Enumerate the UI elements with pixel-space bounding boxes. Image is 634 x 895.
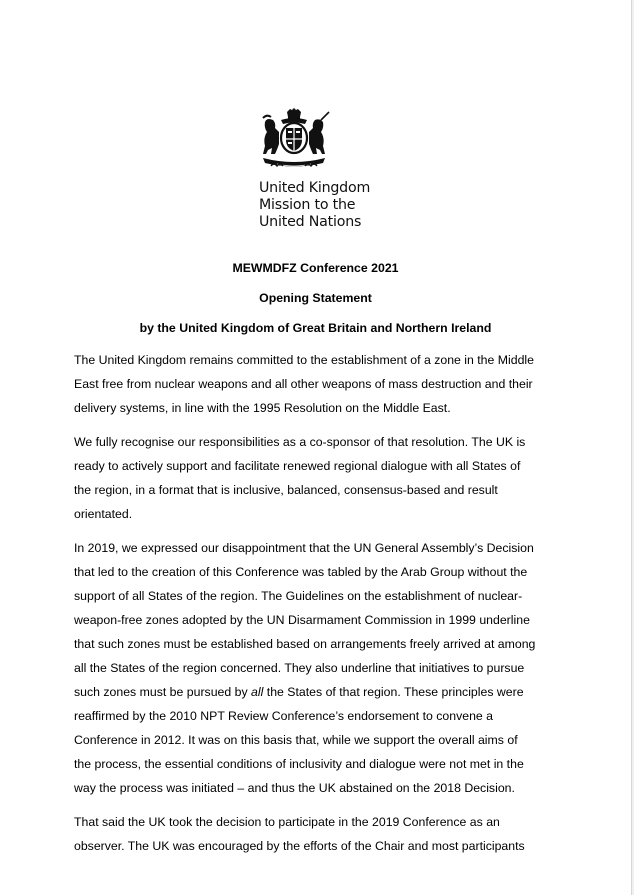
text-line: observer. The UK was encouraged by the efforts of the Chair and most participants [74, 839, 525, 853]
delegation-title: by the United Kingdom of Great Britain and Northern Ireland [139, 321, 492, 335]
statement-body [74, 348, 574, 868]
letterhead [255, 108, 395, 231]
royal-coat-of-arms-icon [257, 108, 331, 174]
text-line: that led to the creation of this Conference was tabled by the Arab Group without the [74, 565, 528, 579]
text-line: Conference in 2012. It was on this basis that, while we support the overall aims of [74, 733, 518, 747]
text-line: the region, in a format that is inclusive, balanced, consensus-based and result [74, 483, 498, 497]
text-line: support of all States of the region. The Guidelines on the establishment of nuclear- [74, 589, 523, 603]
text-line: In 2019, we expressed our disappointment that the UN General Assembly’s Decision [74, 541, 534, 555]
paragraph-3 [74, 536, 574, 800]
mission-name-line-2: Mission to the [259, 197, 356, 213]
mission-name-line-3: United Nations [259, 214, 362, 230]
paragraph-4 [74, 810, 574, 858]
text-line: That said the UK took the decision to participate in the 2019 Conference as an [74, 815, 500, 829]
text-line: weapon-free zones adopted by the UN Disarmament Commission in 1999 underline [74, 613, 530, 627]
text-line: We fully recognise our responsibilities as a co-sponsor of that resolution. The UK is [74, 435, 526, 449]
text-span: the States of that region. These principles were [263, 685, 524, 699]
text-line: the process, the essential conditions of inclusivity and dialogue were not met in the [74, 757, 524, 771]
text-line-with-emphasis [74, 680, 574, 704]
mission-name [259, 180, 395, 231]
paragraph-1 [74, 348, 574, 420]
text-line: way the process was initiated – and thus the UK abstained on the 2018 Decision. [74, 781, 515, 795]
text-line: East free from nuclear weapons and all other weapons of mass destruction and their [74, 377, 533, 391]
statement-title: Opening Statement [259, 291, 372, 305]
text-line: The United Kingdom remains committed to the establishment of a zone in the Middle [74, 353, 535, 367]
text-line: delivery systems, in line with the 1995 Resolution on the Middle East. [74, 401, 451, 415]
statement-headings [0, 258, 631, 338]
text-line: ready to actively support and facilitate renewed regional dialogue with all States of [74, 459, 521, 473]
paragraph-2 [74, 430, 574, 526]
text-line: orientated. [74, 507, 133, 521]
text-line: all the States of the region concerned. They also underline that initiatives to pursue [74, 661, 525, 675]
emphasis-all: all [251, 685, 264, 699]
text-span: such zones must be pursued by [74, 685, 252, 699]
mission-name-line-1: United Kingdom [259, 180, 371, 196]
text-line: reaffirmed by the 2010 NPT Review Conference’s endorsement to convene a [74, 709, 494, 723]
conference-title: MEWMDFZ Conference 2021 [232, 261, 399, 275]
text-line: that such zones must be established based on arrangements freely arrived at among [74, 637, 536, 651]
